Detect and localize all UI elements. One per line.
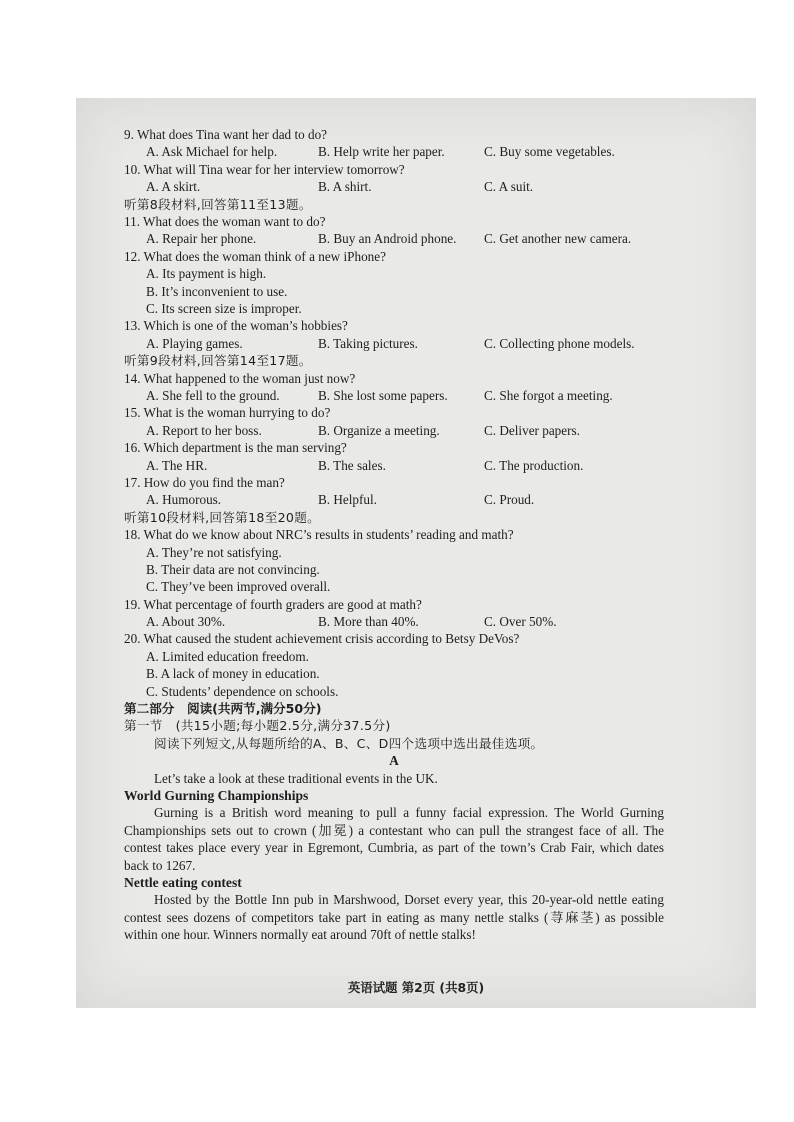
option-a: A. Ask Michael for help.	[146, 144, 278, 160]
option-c: C. Over 50%.	[484, 614, 557, 630]
option-c: C. Its screen size is improper.	[146, 300, 302, 316]
option-b: B. Organize a meeting.	[318, 422, 440, 438]
option-a: A. Report to her boss.	[146, 422, 262, 438]
section-8-instruction: 听第8段材料,回答第11至13题。	[124, 196, 312, 212]
option-b: B. It’s inconvenient to use.	[146, 283, 288, 299]
option-a: A. Humorous.	[146, 492, 222, 508]
option-c: C. Get another new camera.	[484, 231, 632, 247]
option-a: A. They’re not satisfying.	[146, 544, 282, 560]
option-c: C. Deliver papers.	[484, 422, 580, 438]
question-17: 17. How do you find the man?	[124, 474, 285, 490]
question-11: 11. What does the woman want to do?	[124, 213, 326, 229]
question-11-options	[124, 230, 664, 247]
option-b: B. Helpful.	[318, 492, 377, 508]
passage-letter: A	[389, 753, 399, 769]
page-content	[124, 126, 664, 944]
question-18: 18. What do we know about NRC’s results in students’ reading and math?	[124, 527, 514, 543]
option-b: B. Taking pictures.	[318, 335, 418, 351]
option-b: B. Their data are not convincing.	[146, 561, 320, 577]
question-10-options	[124, 178, 664, 195]
option-c: C. Buy some vegetables.	[484, 144, 615, 160]
option-c: C. A suit.	[484, 179, 534, 195]
page-footer: 英语试题 第2页 (共8页)	[347, 980, 485, 995]
passage-intro: Let’s take a look at these traditional events in the UK.	[154, 770, 438, 786]
section-9-instruction: 听第9段材料,回答第14至17题。	[124, 353, 312, 369]
part-2-heading: 第二部分 阅读(共两节,满分50分)	[124, 701, 322, 717]
event-paragraph-gurning: Gurning is a British word meaning to pull a funny facial expression. The World Gurning Championships sets out to crown (加冕) a contestant who can pull the strangest face of all. The contest takes place every year in Egremont, Cumbria, as part of the town’s Crab Fair, which dates back to 1267.	[124, 805, 664, 873]
question-19-options	[124, 613, 664, 630]
section-1-heading: 第一节 (共15小题;每小题2.5分,满分37.5分)	[124, 718, 391, 734]
option-c: C. The production.	[484, 457, 584, 473]
option-b: B. A shirt.	[318, 179, 372, 195]
event-heading-nettle: Nettle eating contest	[124, 875, 242, 890]
question-19: 19. What percentage of fourth graders are good at math?	[124, 596, 422, 612]
option-b: B. Buy an Android phone.	[318, 231, 457, 247]
question-9-options	[124, 143, 664, 160]
option-a: A. About 30%.	[146, 614, 226, 630]
event-paragraph-nettle: Hosted by the Bottle Inn pub in Marshwood, Dorset every year, this 20-year-old nettle eating contest sees dozens of competitors take part in eating as many nettle stalks (荨麻茎) as possible within one hour. Winners normally eat around 70ft of nettle stalks!	[124, 892, 664, 943]
question-16-options	[124, 457, 664, 474]
question-16: 16. Which department is the man serving?	[124, 440, 347, 456]
question-14-options	[124, 387, 664, 404]
event-heading-gurning: World Gurning Championships	[124, 787, 309, 803]
option-c: C. Collecting phone models.	[484, 335, 635, 351]
question-9: 9. What does Tina want her dad to do?	[124, 127, 328, 142]
question-15-options	[124, 422, 664, 439]
section-10-instruction: 听第10段材料,回答第18至20题。	[124, 509, 321, 525]
question-15: 15. What is the woman hurrying to do?	[124, 405, 331, 421]
option-a: A. Its payment is high.	[146, 266, 267, 282]
question-14: 14. What happened to the woman just now?	[124, 370, 356, 386]
question-12: 12. What does the woman think of a new iPhone?	[124, 248, 386, 264]
option-c: C. Students’ dependence on schools.	[146, 683, 339, 699]
option-b: B. A lack of money in education.	[146, 666, 320, 682]
question-20: 20. What caused the student achievement crisis according to Betsy DeVos?	[124, 631, 520, 647]
option-c: C. Proud.	[484, 492, 535, 508]
option-b: B. Help write her paper.	[318, 144, 445, 160]
exam-page	[76, 98, 756, 1008]
option-c: C. They’ve been improved overall.	[146, 579, 331, 595]
option-b: B. The sales.	[318, 457, 386, 473]
option-a: A. She fell to the ground.	[146, 387, 280, 403]
option-a: A. Playing games.	[146, 335, 243, 351]
question-10: 10. What will Tina wear for her interview tomorrow?	[124, 161, 405, 177]
question-13-options	[124, 335, 664, 352]
option-c: C. She forgot a meeting.	[484, 387, 613, 403]
option-a: A. Limited education freedom.	[146, 648, 309, 664]
reading-instruction: 阅读下列短文,从每题所给的A、B、C、D四个选项中选出最佳选项。	[154, 735, 544, 751]
question-17-options	[124, 491, 664, 508]
option-b: B. More than 40%.	[318, 614, 419, 630]
question-13: 13. Which is one of the woman’s hobbies?	[124, 318, 348, 334]
option-a: A. Repair her phone.	[146, 231, 257, 247]
option-b: B. She lost some papers.	[318, 387, 448, 403]
option-a: A. A skirt.	[146, 179, 201, 195]
option-a: A. The HR.	[146, 457, 208, 473]
